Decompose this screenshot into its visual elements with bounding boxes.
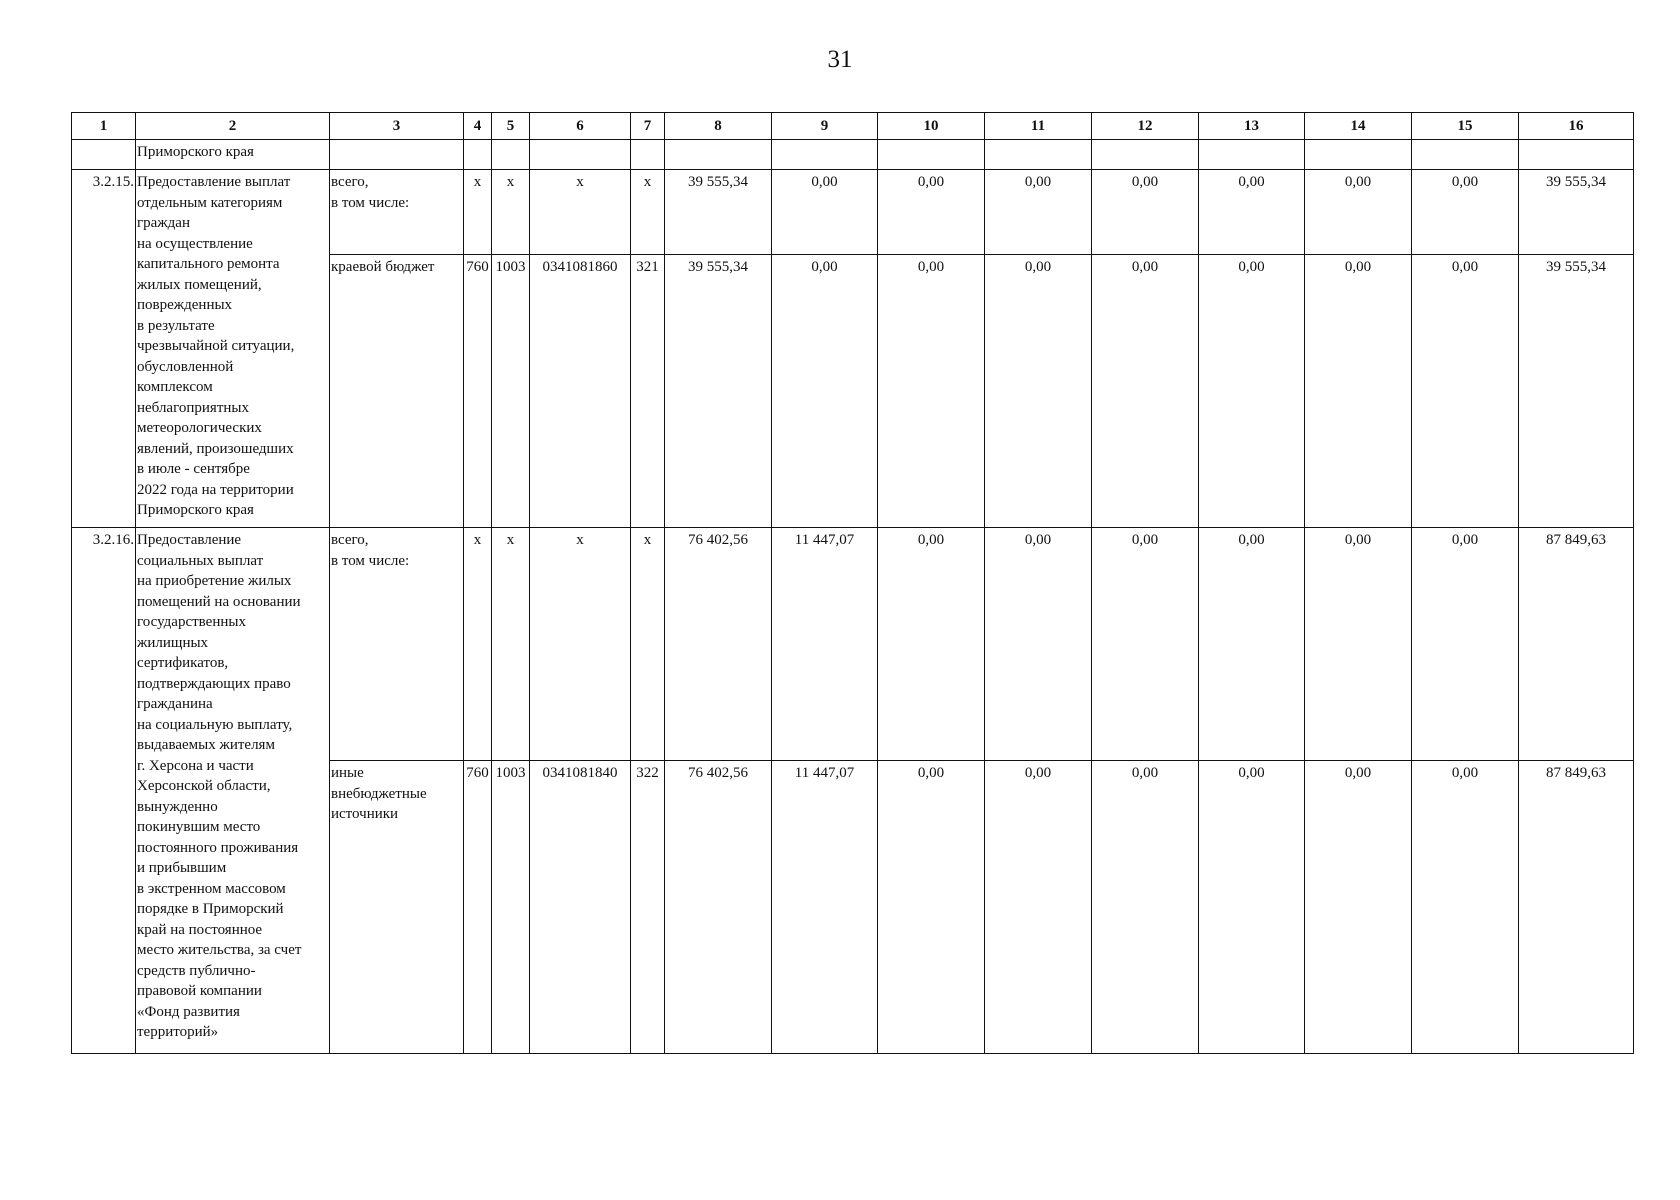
column-header: 8 (665, 113, 772, 140)
year-value: 11 447,07 (772, 761, 878, 1054)
table-body (72, 113, 1634, 1054)
text-line: обусловленной (137, 358, 234, 375)
section-code: 1003 (492, 761, 530, 1054)
year-value: 0,00 (878, 528, 985, 761)
item-number: 3.2.15. (72, 170, 136, 528)
expense-type-code: x (631, 528, 665, 761)
text-line: г. Херсона и части (137, 757, 254, 774)
text-line: неблагоприятных (137, 399, 249, 416)
year-value: 0,00 (1412, 761, 1519, 1054)
page-number: 31 (827, 46, 853, 73)
section-code: 1003 (492, 255, 530, 528)
column-header: 7 (631, 113, 665, 140)
year-value: 76 402,56 (665, 761, 772, 1054)
continuation-row (72, 140, 1634, 170)
funding-source (330, 255, 464, 528)
year-value: 0,00 (1092, 170, 1199, 255)
year-value: 0,00 (878, 761, 985, 1054)
table-row-total (72, 528, 1634, 761)
column-header: 3 (330, 113, 464, 140)
text-line: порядке в Приморский (137, 901, 284, 917)
year-value: 0,00 (985, 528, 1092, 761)
text-line: поврежденных (137, 297, 233, 313)
column-header: 9 (772, 113, 878, 140)
text-line: в том числе: (331, 194, 410, 211)
year-value: 0,00 (985, 761, 1092, 1054)
year-value: 0,00 (1412, 528, 1519, 761)
year-value: 0,00 (1199, 528, 1305, 761)
text-line: краевой бюджет (331, 259, 435, 275)
column-header: 1 (72, 113, 136, 140)
column-header: 13 (1199, 113, 1305, 140)
header-row (72, 113, 1634, 140)
column-header: 2 (136, 113, 330, 140)
ministry-code: x (464, 170, 492, 255)
text-line: и прибывшим (137, 860, 227, 876)
text-line: жилищных (137, 634, 209, 651)
year-value: 0,00 (1199, 170, 1305, 255)
year-value: 0,00 (1305, 761, 1412, 1054)
ministry-code: 760 (464, 761, 492, 1054)
text-line: территорий» (137, 1024, 219, 1040)
text-line: жилых помещений, (137, 276, 262, 293)
text-line: социальных выплат (137, 552, 264, 569)
section-code: x (492, 528, 530, 761)
target-article-code: 0341081840 (530, 761, 631, 1054)
text-line: государственных (137, 614, 246, 630)
year-value: 0,00 (1305, 255, 1412, 528)
year-value: 0,00 (1412, 170, 1519, 255)
text-line: Приморского края (137, 502, 254, 518)
year-value: 0,00 (1092, 255, 1199, 528)
text-line: в июле - сентябре (137, 461, 250, 477)
text-line: помещений на основании (137, 593, 301, 610)
total-value: 39 555,34 (1519, 255, 1634, 528)
year-value: 0,00 (1199, 255, 1305, 528)
column-header: 10 (878, 113, 985, 140)
year-value: 0,00 (772, 170, 878, 255)
text-line: внебюджетные (331, 785, 427, 802)
text-line: правовой компании (137, 983, 262, 999)
text-line: вынужденно (137, 798, 218, 815)
funding-source (330, 761, 464, 1054)
expense-type-code: 322 (631, 761, 665, 1054)
item-number: 3.2.16. (72, 528, 136, 1054)
target-article-code: 0341081860 (530, 255, 631, 528)
total-value: 39 555,34 (1519, 170, 1634, 255)
expense-type-code: 321 (631, 255, 665, 528)
year-value: 0,00 (985, 255, 1092, 528)
item-number-cell (72, 140, 136, 170)
section-code: x (492, 170, 530, 255)
text-line: граждан (137, 215, 190, 231)
ministry-code: 760 (464, 255, 492, 528)
text-line: подтверждающих право (137, 675, 291, 692)
text-line: капитального ремонта (137, 256, 280, 272)
text-line: средств публично- (137, 962, 256, 979)
funding-source (330, 528, 464, 761)
text-line: метеорологических (137, 420, 262, 436)
text-line: всего, (331, 174, 369, 190)
text-line: Предоставление (137, 532, 242, 548)
text-line: источники (331, 806, 399, 822)
column-header: 15 (1412, 113, 1519, 140)
year-value: 0,00 (1412, 255, 1519, 528)
text-line: в том числе: (331, 552, 410, 569)
text-line: место жительства, за счет (137, 942, 302, 958)
column-header: 16 (1519, 113, 1634, 140)
text-line: выдаваемых жителям (137, 737, 275, 753)
text-line: чрезвычайной ситуации, (137, 338, 295, 354)
funding-source (330, 170, 464, 255)
text-line: «Фонд развития (137, 1003, 240, 1020)
year-value: 0,00 (1092, 761, 1199, 1054)
year-value: 0,00 (878, 255, 985, 528)
year-value: 39 555,34 (665, 255, 772, 528)
text-line: Предоставление выплат (137, 174, 291, 190)
column-header: 14 (1305, 113, 1412, 140)
column-header: 5 (492, 113, 530, 140)
text-line: на социальную выплату, (137, 716, 293, 733)
text-line: сертификатов, (137, 655, 229, 671)
column-header: 12 (1092, 113, 1199, 140)
year-value: 76 402,56 (665, 528, 772, 761)
total-value: 87 849,63 (1519, 528, 1634, 761)
target-article-code: x (530, 170, 631, 255)
text-line: покинувшим место (137, 819, 261, 835)
text-line: гражданина (137, 696, 213, 712)
year-value: 0,00 (985, 170, 1092, 255)
year-value: 39 555,34 (665, 170, 772, 255)
text-line: на осуществление (137, 235, 253, 252)
year-value: 0,00 (1199, 761, 1305, 1054)
measure-description (136, 528, 330, 1054)
text-line: постоянного проживания (137, 839, 299, 856)
text-line: всего, (331, 532, 369, 548)
text-line: в результате (137, 317, 215, 334)
text-line: явлений, произошедших (137, 440, 294, 457)
column-header: 4 (464, 113, 492, 140)
year-value: 11 447,07 (772, 528, 878, 761)
column-header: 11 (985, 113, 1092, 140)
table-row-total (72, 170, 1634, 255)
text-line: Херсонской области, (137, 778, 271, 794)
text-line: комплексом (137, 379, 213, 395)
year-value: 0,00 (1305, 528, 1412, 761)
text-line: в экстренном массовом (137, 880, 286, 897)
year-value: 0,00 (1092, 528, 1199, 761)
total-value: 87 849,63 (1519, 761, 1634, 1054)
year-value: 0,00 (1305, 170, 1412, 255)
expense-type-code: x (631, 170, 665, 255)
budget-table (71, 112, 1634, 1054)
text-line: отдельным категориям (137, 194, 283, 211)
ministry-code: x (464, 528, 492, 761)
year-value: 0,00 (772, 255, 878, 528)
target-article-code: x (530, 528, 631, 761)
continuation-text: Приморского края (136, 140, 330, 170)
year-value: 0,00 (878, 170, 985, 255)
text-line: 2022 года на территории (137, 481, 294, 498)
text-line: иные (331, 765, 364, 781)
column-header: 6 (530, 113, 631, 140)
text-line: на приобретение жилых (137, 573, 292, 589)
text-line: край на постоянное (137, 921, 263, 938)
measure-description (136, 170, 330, 528)
